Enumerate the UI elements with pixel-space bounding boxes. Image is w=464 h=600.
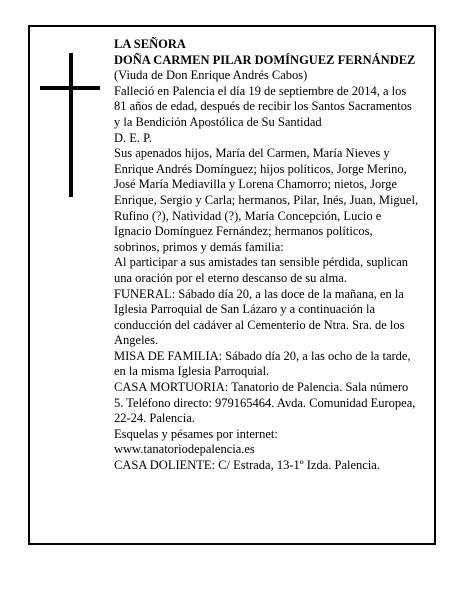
cross-icon xyxy=(69,53,73,197)
widow-line: (Viuda de Don Enrique Andrés Cabos) xyxy=(114,68,308,83)
family-paragraph: Sus apenados hijos, María del Carmen, María Nieves y Enrique Andrés Domínguez; hijos políticos, Jorge Merino, José María Mediavilla y Lorena Chamorro; nietos, Jorge Enrique, Sergio y Carla; hermanos, Pilar, Inés, Juan, Miguel, Rufino (?), Natividad (?), María Concepción, Lucio e Ignacio Domínguez Fernández; hermanos políticos, sobrinos, primos y demás familia: xyxy=(114,146,419,254)
mortuary-info: CASA MORTUORIA: Tanatorio de Palencia. Sala número 5. Teléfono directo: 979165464. Avda. Comunidad Europea, 22-24. Palencia. xyxy=(114,380,416,426)
funeral-info: FUNERAL: Sábado día 20, a las doce de la mañana, en la Iglesia Parroquial de San Lázaro y a continuación la conducción del cadáver al Cementerio de Ntra. Sra. de los Angeles. xyxy=(114,286,405,348)
family-mass-info: MISA DE FAMILIA: Sábado día 20, a las ocho de la tarde, en la misma Iglesia Parroquial. xyxy=(114,348,411,379)
notice-title: LA SEÑORA xyxy=(114,37,186,51)
obituary-text xyxy=(114,37,420,474)
cross-icon-bar xyxy=(40,86,100,90)
residence-info: CASA DOLIENTE: C/ Estrada, 13-1º Izda. Palencia. xyxy=(114,458,380,473)
rip-line: D. E. P. xyxy=(114,130,152,145)
website-link[interactable]: www.tanatoriodepalencia.es xyxy=(114,442,255,457)
death-notice: Falleció en Palencia el día 19 de septiembre de 2014, a los 81 años de edad, después de recibir los Santos Sacramentos y la Bendición Apostólica de Su Santidad xyxy=(114,83,412,129)
condolences-line: Esquelas y pésames por internet: xyxy=(114,426,278,441)
prayer-request: Al participar a sus amistades tan sensible pérdida, suplican una oración por el eterno descanso de su alma. xyxy=(114,255,409,285)
deceased-name: DOÑA CARMEN PILAR DOMÍNGUEZ FERNÁNDEZ xyxy=(114,52,416,67)
